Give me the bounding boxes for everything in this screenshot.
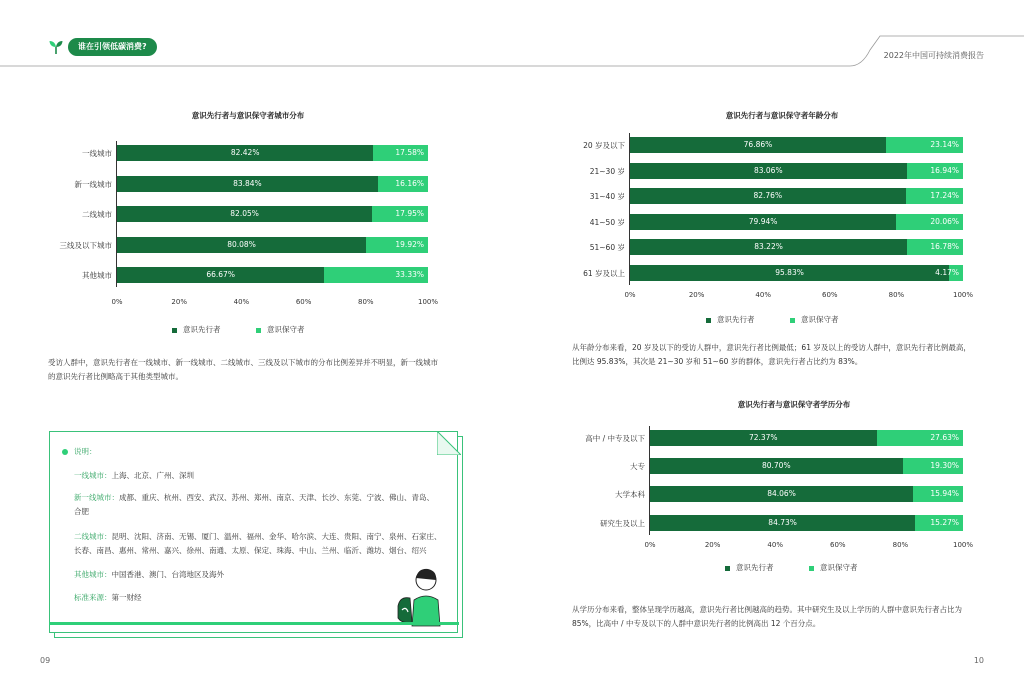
bar-value-label: 20.06%	[930, 216, 959, 226]
bar-value-label: 17.24%	[930, 191, 959, 200]
tier1-val: 上海、北京、广州、深圳	[111, 471, 194, 480]
section-label: 谁在引领低碳消费?	[68, 38, 157, 56]
axis-tick-label: 100%	[952, 541, 973, 549]
bar-value-label: 19.92%	[395, 239, 424, 249]
folded-corner-icon	[437, 431, 461, 455]
axis-tick-label: 80%	[358, 298, 374, 306]
axis-tick-label: 60%	[830, 541, 846, 549]
legend-swatch	[809, 566, 814, 571]
axis-tick-label: 60%	[822, 291, 838, 299]
legend-label: 意识保守者	[820, 563, 858, 572]
axis-tick-label: 100%	[417, 298, 438, 306]
legend-label: 意识保守者	[267, 325, 305, 334]
category-label: 大学本科	[615, 490, 645, 500]
chart-title: 意识先行者与意识保守者年龄分布	[725, 111, 839, 120]
bar-value-label: 15.94%	[930, 489, 959, 499]
chart-title: 意识先行者与意识保守者城市分布	[191, 111, 305, 120]
category-label: 一线城市	[82, 149, 112, 158]
legend-swatch	[172, 328, 177, 333]
report-title: 2022年中国可持续消费报告	[883, 51, 984, 60]
tier2-val-1: 昆明、沈阳、济南、无锡、厦门、温州、福州、金华、哈尔滨、大连、贵阳、南宁、泉州、石家庄、	[111, 532, 442, 541]
legend-swatch	[256, 328, 261, 333]
category-label: 20 岁及以下	[583, 141, 625, 150]
legend-swatch	[790, 318, 795, 323]
bar-value-label: 27.63%	[930, 433, 959, 442]
bar-value-label: 15.27%	[930, 517, 959, 527]
newtier1-val-2: 合肥	[74, 507, 89, 516]
chart-title: 意识先行者与意识保守者学历分布	[737, 400, 851, 409]
axis-tick-label: 0%	[644, 541, 656, 549]
education-analysis-paragraph	[572, 603, 992, 631]
person-illustration-icon	[390, 566, 452, 628]
category-label: 高中 / 中专及以下	[585, 434, 645, 443]
legend-label: 意识先行者	[736, 563, 774, 572]
axis-tick-label: 80%	[888, 291, 905, 299]
note-newtier1	[74, 491, 444, 519]
edu-para-line-2: 85%，比高中 / 中专及以下的人群中意识先行者的比例高出 12 个百分点。	[572, 619, 821, 628]
bar-value-label: 17.58%	[395, 148, 424, 157]
category-label: 31~40 岁	[589, 192, 625, 201]
sprout-logo-icon	[48, 39, 64, 55]
bar-value-label: 4.17%	[935, 267, 959, 277]
axis-tick-label: 20%	[688, 291, 705, 299]
bar-value-label: 23.14%	[930, 140, 959, 149]
newtier1-key: 新一线城市：	[74, 493, 119, 502]
y-axis-line	[629, 133, 630, 285]
category-label: 21~30 岁	[589, 166, 625, 176]
bar-value-label: 80.08%	[227, 239, 256, 249]
legend-item-a	[706, 314, 755, 325]
axis-tick-label: 100%	[952, 291, 973, 299]
axis-tick-label: 20%	[171, 298, 187, 306]
bar-value-label: 82.76%	[753, 191, 783, 200]
bar-value-label: 95.83%	[775, 267, 804, 277]
bar-value-label: 83.06%	[753, 165, 783, 175]
tier2-key: 二线城市：	[74, 532, 112, 541]
page-number-right: 10	[973, 656, 984, 665]
tier1-key: 一线城市：	[74, 471, 112, 480]
bar-value-label: 16.78%	[930, 242, 959, 251]
source-key: 标准来源：	[74, 593, 112, 602]
page-number-left: 09	[40, 656, 51, 665]
legend-label: 意识先行者	[717, 315, 755, 324]
category-label: 61 岁及以上	[583, 268, 625, 278]
bar-value-label: 16.94%	[930, 165, 959, 175]
category-label: 研究生及以上	[600, 518, 645, 528]
other-val: 中国香港、澳门、台湾地区及海外	[111, 570, 224, 579]
bar-value-label: 82.42%	[230, 148, 260, 157]
axis-tick-label: 0%	[111, 298, 123, 306]
legend-item-b	[790, 314, 839, 325]
category-label: 新一线城市	[74, 179, 112, 189]
city-para-line-2: 的意识先行者比例略高于其他类型城市。	[48, 372, 183, 381]
note-tier1	[74, 469, 194, 483]
category-label: 三线及以下城市	[59, 240, 112, 250]
legend-item-a	[172, 324, 221, 335]
newtier1-val-1: 成都、重庆、杭州、西安、武汉、苏州、郑州、南京、天津、长沙、东莞、宁波、佛山、青岛、	[119, 493, 434, 502]
bar-value-label: 16.16%	[395, 178, 424, 188]
tier2-val-2: 长春、南昌、惠州、常州、嘉兴、徐州、南通、太原、保定、珠海、中山、兰州、临沂、潍坊、烟台、绍兴	[74, 546, 427, 555]
age-analysis-paragraph	[572, 341, 992, 369]
bar-value-label: 79.94%	[748, 216, 778, 226]
legend-item-b	[809, 562, 858, 573]
age-para-line-2: 比例达 95.83%，其次是 21~30 岁和 51~60 岁的群体，意识先行者占比约为 83%。	[572, 357, 863, 366]
category-label: 41~50 岁	[589, 217, 625, 227]
bar-value-label: 66.67%	[206, 270, 235, 279]
category-label: 大专	[630, 462, 645, 472]
axis-tick-label: 80%	[892, 541, 909, 549]
bar-value-label: 17.95%	[395, 209, 424, 218]
bar-value-label: 82.05%	[230, 209, 259, 218]
note-other	[74, 568, 224, 582]
note-source	[74, 591, 142, 605]
legend-swatch	[725, 566, 730, 571]
axis-tick-label: 60%	[295, 298, 312, 306]
city-analysis-paragraph	[48, 356, 468, 384]
edu-para-line-1: 从学历分布来看，整体呈现学历越高，意识先行者比例越高的趋势。其中研究生及以上学历的人群中意识先行者占比为	[572, 605, 962, 614]
age-para-line-1: 从年龄分布来看，20 岁及以下的受访人群中，意识先行者比例最低；61 岁及以上的受访人群中，意识先行者比例最高，	[572, 343, 971, 352]
bar-value-label: 84.73%	[768, 517, 797, 527]
bar-value-label: 83.22%	[754, 242, 783, 251]
legend-item-a	[725, 562, 774, 573]
category-label: 51~60 岁	[589, 243, 625, 252]
axis-tick-label: 20%	[704, 541, 721, 549]
bar-value-label: 19.30%	[930, 461, 959, 471]
bar-value-label: 80.70%	[761, 461, 791, 471]
note-tier2	[74, 530, 454, 558]
source-val: 第一财经	[111, 593, 142, 602]
bar-value-label: 83.84%	[233, 178, 262, 188]
bar-value-label: 76.86%	[743, 140, 773, 149]
legend-label: 意识先行者	[183, 325, 221, 334]
axis-tick-label: 40%	[767, 541, 783, 549]
bar-value-label: 33.33%	[395, 270, 424, 279]
axis-tick-label: 40%	[233, 298, 250, 306]
axis-tick-label: 0%	[624, 291, 636, 299]
note-title: 说明：	[74, 447, 97, 456]
note-bullet	[62, 449, 68, 455]
legend-label: 意识保守者	[801, 315, 839, 324]
bar-value-label: 84.06%	[767, 489, 796, 499]
legend-item-b	[256, 324, 305, 335]
category-label: 二线城市	[82, 210, 112, 219]
axis-tick-label: 40%	[755, 291, 771, 299]
category-label: 其他城市	[82, 271, 112, 280]
other-key: 其他城市：	[74, 570, 112, 579]
city-para-line-1: 受访人群中，意识先行者在一线城市、新一线城市、二线城市、三线及以下城市的分布比例差异并不明显，新一线城市	[48, 358, 438, 367]
bar-value-label: 72.37%	[748, 433, 778, 442]
legend-swatch	[706, 318, 711, 323]
note-ground-line	[49, 622, 459, 625]
